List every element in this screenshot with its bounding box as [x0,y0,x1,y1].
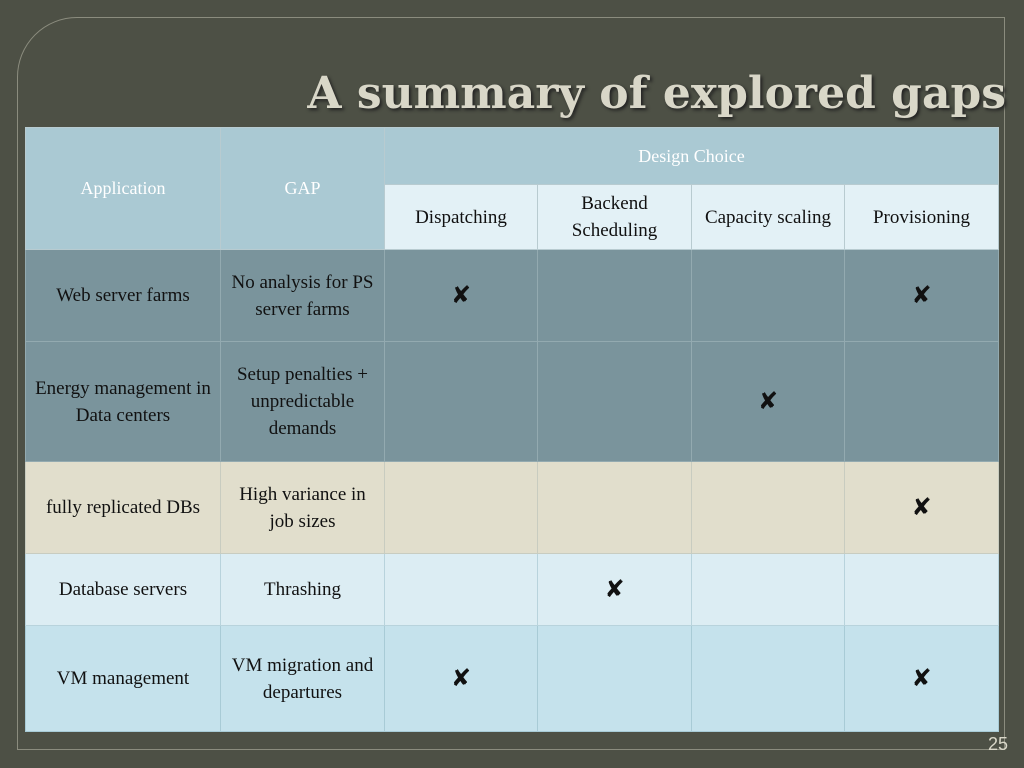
header-backend-scheduling: Backend Scheduling [538,185,692,250]
row-application: Energy management in Data centers [26,342,221,462]
mark-cell [385,342,538,462]
mark-cell: ✘ [538,554,692,626]
table-row [26,250,999,342]
page-number: 25 [987,734,1008,754]
header-dispatching: Dispatching [385,185,538,250]
slide-title: A summary of explored gaps [307,68,1006,119]
table-row [26,554,999,626]
mark-cell [538,462,692,554]
row-gap: High variance in job sizes [221,462,385,554]
table-row [26,462,999,554]
mark-cell [692,250,845,342]
header-application: Application [26,128,221,250]
mark-cell [538,626,692,732]
row-gap: No analysis for PS server farms [221,250,385,342]
table-row [26,342,999,462]
row-application: fully replicated DBs [26,462,221,554]
header-provisioning: Provisioning [845,185,999,250]
header-gap: GAP [221,128,385,250]
row-application: Web server farms [26,250,221,342]
mark-cell: ✘ [845,250,999,342]
mark-cell [845,342,999,462]
row-gap: Setup penalties + unpredictable demands [221,342,385,462]
mark-cell [538,342,692,462]
header-design-choice: Design Choice [385,128,999,185]
mark-cell [692,626,845,732]
row-application: Database servers [26,554,221,626]
mark-cell [845,554,999,626]
mark-cell: ✘ [385,626,538,732]
gaps-summary-table [25,127,999,732]
table-row [26,626,999,732]
mark-cell: ✘ [845,626,999,732]
row-gap: Thrashing [221,554,385,626]
row-gap: VM migration and departures [221,626,385,732]
mark-cell [538,250,692,342]
mark-cell [692,554,845,626]
header-capacity-scaling: Capacity scaling [692,185,845,250]
mark-cell [385,462,538,554]
mark-cell [385,554,538,626]
mark-cell: ✘ [385,250,538,342]
row-application: VM management [26,626,221,732]
mark-cell: ✘ [692,342,845,462]
mark-cell: ✘ [845,462,999,554]
mark-cell [692,462,845,554]
